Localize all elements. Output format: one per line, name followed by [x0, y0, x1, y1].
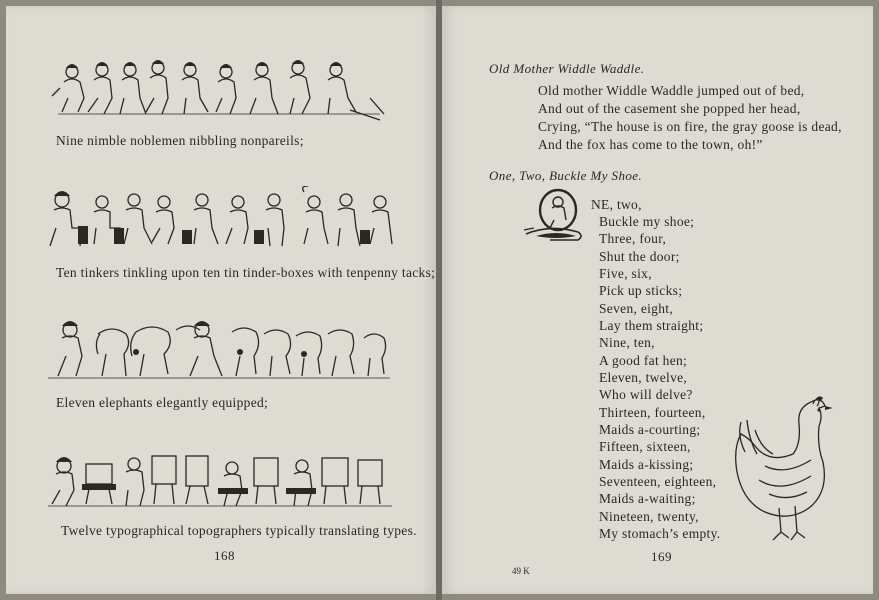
verse-line: Who will delve?: [599, 387, 693, 402]
verse-line: Three, four,: [599, 231, 667, 246]
caption-typographers: Twelve typographical topographers typically translating types.: [61, 523, 417, 538]
verse-line: Fifteen, sixteen,: [599, 439, 691, 454]
left-page: [6, 6, 436, 594]
typographers-illustration: [42, 450, 398, 512]
verse-line: Nineteen, twenty,: [599, 509, 699, 524]
verse-line: And out of the casement she popped her head,: [538, 101, 801, 116]
verse-line: Seventeen, eighteen,: [599, 474, 717, 489]
verse-line: Shut the door;: [599, 249, 680, 264]
verse-line: My stomach’s empty.: [599, 526, 721, 541]
hen-illustration: [735, 396, 835, 544]
verse-line: And the fox has come to the town, oh!”: [538, 137, 763, 152]
poem-title-widdle-waddle: Old Mother Widdle Waddle.: [489, 61, 645, 76]
verse-line: Old mother Widdle Waddle jumped out of bed,: [538, 83, 805, 98]
verse-line: Eleven, twelve,: [599, 370, 688, 385]
verse-line: Seven, eight,: [599, 301, 674, 316]
tinkers-illustration: [42, 186, 396, 256]
caption-elephants: Eleven elephants elegantly equipped;: [56, 395, 269, 410]
verse-line: Pick up sticks;: [599, 283, 683, 298]
verse-line: Maids a-kissing;: [599, 457, 694, 472]
caption-tinkers: Ten tinkers tinkling upon ten tin tinder-boxes with tenpenny tacks;: [56, 265, 436, 280]
verse-line: Buckle my shoe;: [599, 214, 695, 229]
noblemen-illustration: [50, 58, 392, 124]
page-number-left: 168: [214, 548, 235, 563]
verse-line: A good fat hen;: [599, 353, 688, 368]
verse-line-dropcap: NE, two,: [591, 197, 642, 212]
verse-line: Crying, “The house is on fire, the gray goose is dead,: [538, 119, 842, 134]
verse-line: Nine, ten,: [599, 335, 655, 350]
caption-noblemen: Nine nimble noblemen nibbling nonpareils;: [56, 133, 304, 148]
drop-cap-o-illustration: [524, 186, 594, 244]
page-number-right: 169: [651, 549, 672, 564]
signature-mark: 49 K: [512, 566, 530, 576]
verse-line: Thirteen, fourteen,: [599, 405, 706, 420]
right-page: [442, 6, 873, 594]
poem-title-buckle-my-shoe: One, Two, Buckle My Shoe.: [489, 168, 643, 183]
verse-line: Lay them straight;: [599, 318, 704, 333]
verse-line: Five, six,: [599, 266, 652, 281]
elephants-illustration: [40, 318, 396, 384]
verse-line: Maids a-waiting;: [599, 491, 696, 506]
verse-line: Maids a-courting;: [599, 422, 701, 437]
